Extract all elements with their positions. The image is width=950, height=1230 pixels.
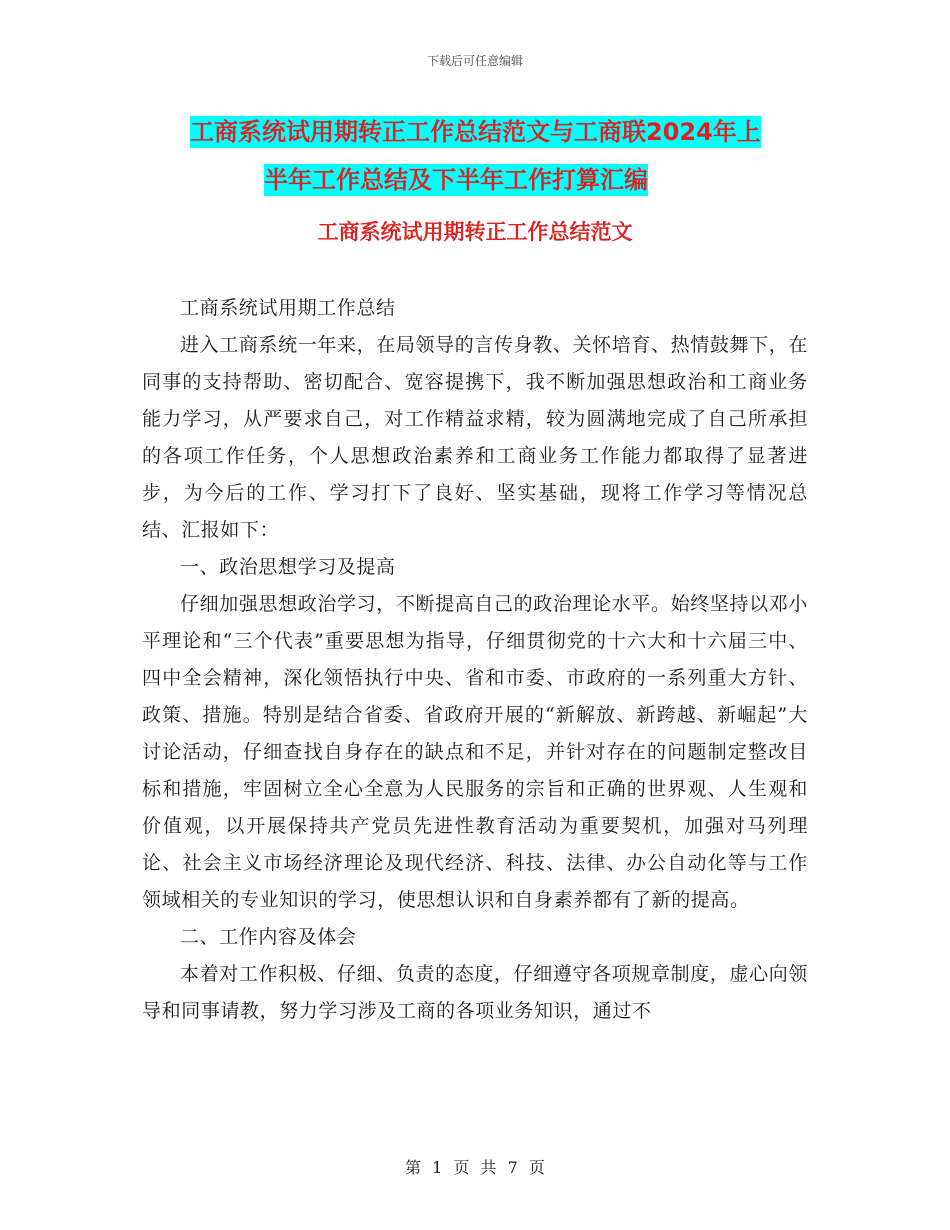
document-title bbox=[140, 108, 820, 204]
heading-work-content: 二、工作内容及体会 bbox=[180, 926, 357, 948]
paragraph-intro: 进入工商系统一年来，在局领导的言传身教、关怀培育、热情鼓舞下，在同事的支持帮助、密切配合、宽容提携下，我不断加强思想政治和工商业务能力学习，从严要求自己，对工作精益求精，较为圆满地完成了自己所承担的各项工作任务，个人思想政治素养和工商业务工作能力都取得了显著进步，为今后的工作、学习打下了良好、坚实基础，现将工作学习等情况总结、汇报如下： bbox=[142, 334, 808, 541]
paragraph-work-content: 本着对工作积极、仔细、负责的态度，仔细遵守各项规章制度，虚心向领导和同事请教，努力学习涉及工商的各项业务知识，通过不 bbox=[142, 963, 808, 1022]
document-title-line-2: 半年工作总结及下半年工作打算汇编 bbox=[264, 166, 648, 194]
section-title: 工商系统试用期转正工作总结范文 bbox=[317, 220, 633, 244]
page-footer: 第 1 页 共 7 页 bbox=[405, 1158, 545, 1177]
header-note: 下载后可任意编辑 bbox=[426, 54, 523, 68]
document-title-line-1: 工商系统试用期转正工作总结范文与工商联2024年上 bbox=[190, 118, 761, 146]
paragraph-subtitle: 工商系统试用期工作总结 bbox=[180, 297, 396, 319]
body-text bbox=[142, 290, 808, 1030]
heading-political-study: 一、政治思想学习及提高 bbox=[180, 556, 396, 578]
paragraph-political-study: 仔细加强思想政治学习，不断提高自己的政治理论水平。始终坚持以邓小平理论和“三个代表”重要思想为指导，仔细贯彻党的十六大和十六届三中、四中全会精神，深化领悟执行中央、省和市委、市政府的一系列重大方针、政策、措施。特别是结合省委、省政府开展的“新解放、新跨越、新崛起”大讨论活动，仔细查找自身存在的缺点和不足，并针对存在的问题制定整改目标和措施，牢固树立全心全意为人民服务的宗旨和正确的世界观、人生观和价值观，以开展保持共产党员先进性教育活动为重要契机，加强对马列理论、社会主义市场经济理论及现代经济、科技、法律、办公自动化等与工作领域相关的专业知识的学习，使思想认识和自身素养都有了新的提高。 bbox=[142, 593, 808, 911]
